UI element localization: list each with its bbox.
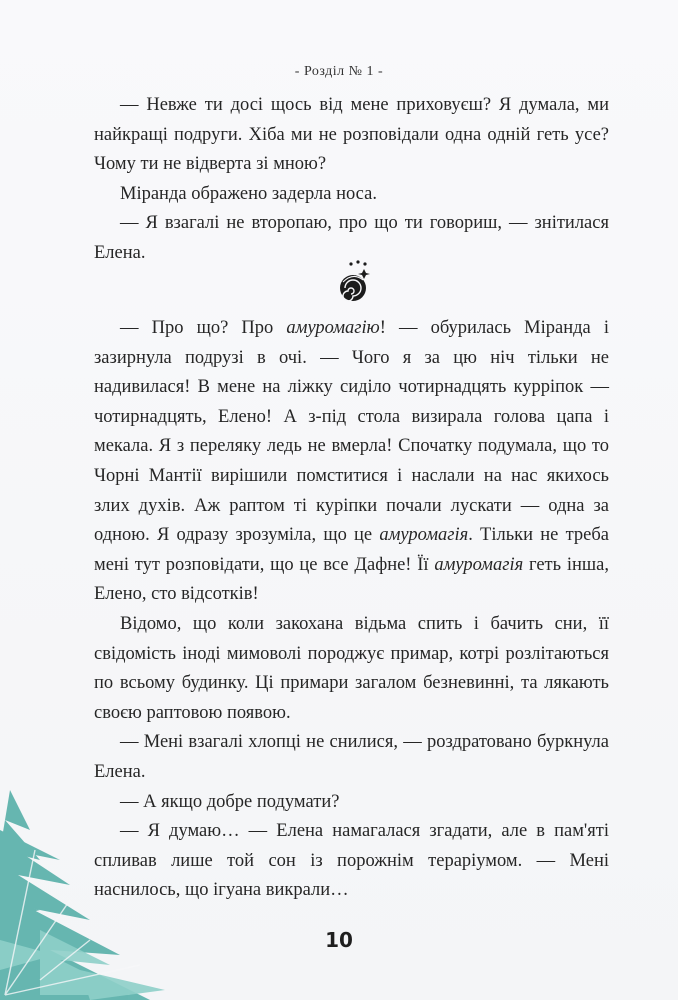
italic-term: амуромагію — [286, 318, 380, 338]
swirl-stars-ornament-icon — [331, 256, 375, 306]
paragraph-text: ! — обурилась Міранда і зазирнула подрузі в очі. — Чого я за цю ніч тільки не надивилася! В мене на ліжку сиділо чотирнадцять курріпок — чотирнадцять, Елено! А з-під стола визирала голова цапа і мекала. Я з переляку ледь не вмерла! Спочатку подумала, що то Чорні Мантії вирішили помститися і наслали на нас якихось злих духів. Аж раптом ті куріпки почали лускати — одна за одною. Я одразу зрозуміла, що це — [94, 318, 609, 546]
paragraph: — Мені взагалі хлопці не снилися, — роздратовано буркнула Елена. — [94, 732, 609, 782]
paragraph: — А якщо добре подумати? — [120, 791, 340, 812]
paragraph-text: . Тільки не треба мені тут розповідати, що це все Дафне! Її — [94, 525, 609, 575]
paragraph-text: геть інша, Елено, сто відсотків! — [94, 554, 609, 605]
paragraph: Міранда ображено задерла носа. — [120, 183, 377, 204]
page-number: 10 — [325, 928, 353, 952]
italic-term: амуромагія — [434, 554, 524, 575]
paragraph: — Я думаю… — Елена намагалася згадати, але в пам'яті спливав лише той сон із порожнім тераріумом. — Мені наснилось, що ігуана викрали… — [94, 821, 609, 901]
paragraph-text: — Про що? Про — [120, 318, 287, 338]
paragraph: — Я взагалі не второпаю, про що ти говориш, — знітилася Елена. — [94, 213, 609, 263]
teal-branches-decoration — [0, 790, 220, 1000]
italic-term: амуромагія — [379, 525, 469, 546]
chapter-header: - Розділ № 1 - — [294, 64, 384, 79]
paragraph: Відомо, що коли закохана відьма спить і бачить сни, її свідомість іноді мимоволі породжує примар, котрі розлітаються по всьому будинку. Ці примари загалом безневинні, та лякають своєю раптовою появою. — [94, 613, 609, 723]
text-block-top — [94, 91, 609, 269]
paragraph: — Невже ти досі щось від мене приховуєш? Я думала, ми найкращі подруги. Хіба ми не розповідали одна одній геть усе? Чому ти не відверта зі мною? — [94, 95, 609, 175]
paragraph — [94, 314, 609, 610]
